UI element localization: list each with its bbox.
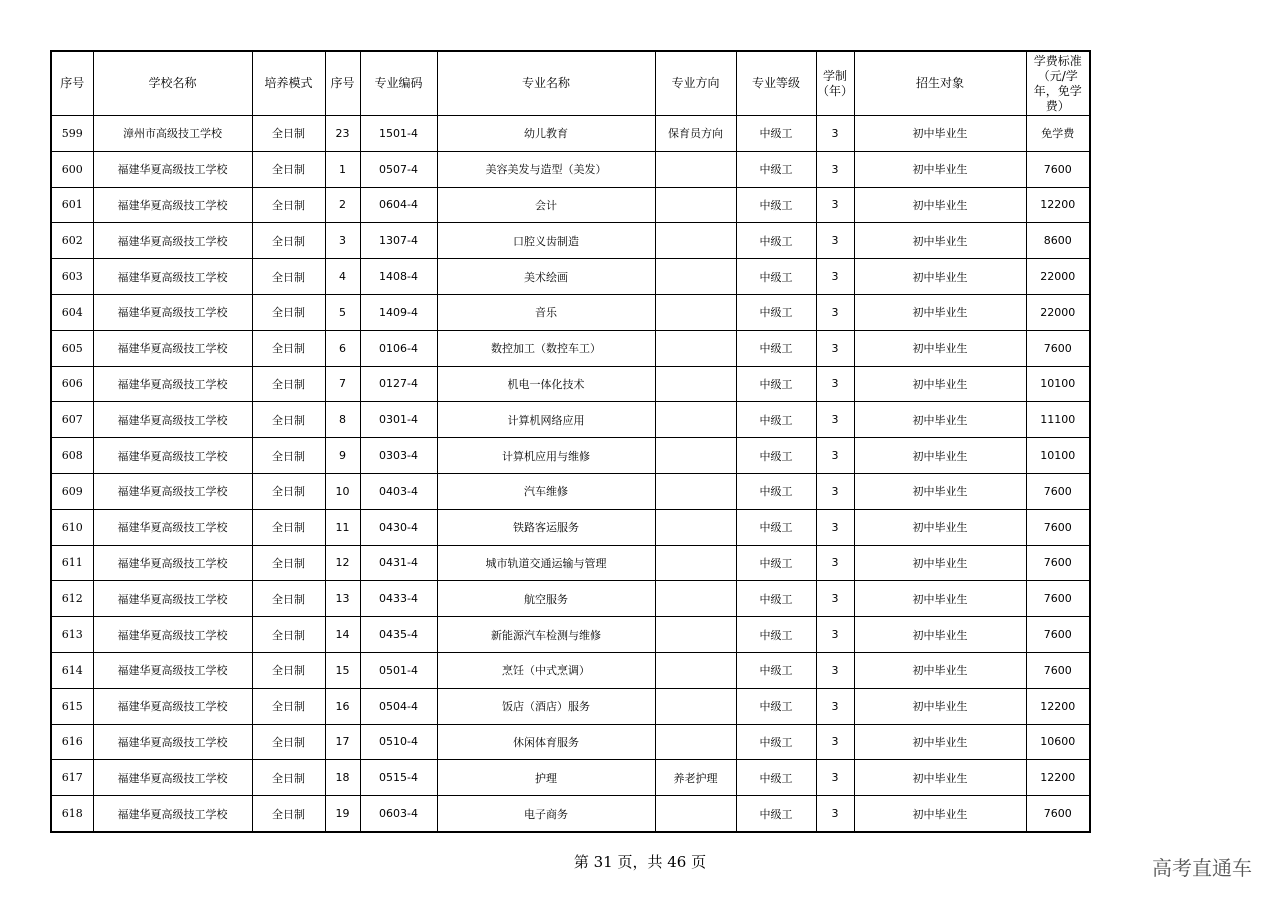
cell-school: 福建华夏高级技工学校 xyxy=(93,330,252,366)
cell-target: 初中毕业生 xyxy=(854,760,1026,796)
header-row xyxy=(51,51,1090,116)
cell-major: 美术绘画 xyxy=(437,259,655,295)
cell-target: 初中毕业生 xyxy=(854,688,1026,724)
cell-level: 中级工 xyxy=(736,688,816,724)
col-header-target: 招生对象 xyxy=(854,51,1026,116)
enrollment-table xyxy=(50,50,1091,833)
cell-fee: 免学费 xyxy=(1026,116,1090,152)
cell-code: 1408-4 xyxy=(360,259,437,295)
cell-target: 初中毕业生 xyxy=(854,473,1026,509)
cell-seq: 602 xyxy=(51,223,93,259)
cell-level: 中级工 xyxy=(736,473,816,509)
cell-mode: 全日制 xyxy=(252,116,325,152)
cell-major: 机电一体化技术 xyxy=(437,366,655,402)
cell-seq: 599 xyxy=(51,116,93,152)
cell-seq: 614 xyxy=(51,652,93,688)
table-row xyxy=(51,509,1090,545)
cell-level: 中级工 xyxy=(736,760,816,796)
cell-code: 0431-4 xyxy=(360,545,437,581)
cell-major: 口腔义齿制造 xyxy=(437,223,655,259)
cell-school: 福建华夏高级技工学校 xyxy=(93,724,252,760)
cell-level: 中级工 xyxy=(736,116,816,152)
table-row xyxy=(51,402,1090,438)
cell-target: 初中毕业生 xyxy=(854,116,1026,152)
table-row xyxy=(51,294,1090,330)
cell-level: 中级工 xyxy=(736,402,816,438)
cell-major: 铁路客运服务 xyxy=(437,509,655,545)
cell-mode: 全日制 xyxy=(252,366,325,402)
cell-seq: 600 xyxy=(51,151,93,187)
cell-mode: 全日制 xyxy=(252,652,325,688)
cell-major: 音乐 xyxy=(437,294,655,330)
cell-years: 3 xyxy=(816,509,854,545)
cell-major: 护理 xyxy=(437,760,655,796)
cell-seq: 613 xyxy=(51,617,93,653)
cell-years: 3 xyxy=(816,760,854,796)
cell-target: 初中毕业生 xyxy=(854,366,1026,402)
cell-school: 福建华夏高级技工学校 xyxy=(93,796,252,832)
cell-years: 3 xyxy=(816,473,854,509)
cell-school: 福建华夏高级技工学校 xyxy=(93,366,252,402)
table-row xyxy=(51,151,1090,187)
cell-fee: 22000 xyxy=(1026,259,1090,295)
cell-fee: 11100 xyxy=(1026,402,1090,438)
cell-direction xyxy=(655,724,736,760)
cell-target: 初中毕业生 xyxy=(854,402,1026,438)
cell-level: 中级工 xyxy=(736,581,816,617)
cell-major: 数控加工（数控车工） xyxy=(437,330,655,366)
cell-direction xyxy=(655,581,736,617)
cell-school: 福建华夏高级技工学校 xyxy=(93,473,252,509)
cell-direction xyxy=(655,796,736,832)
cell-level: 中级工 xyxy=(736,545,816,581)
cell-level: 中级工 xyxy=(736,187,816,223)
cell-seq2: 8 xyxy=(325,402,360,438)
col-header-level: 专业等级 xyxy=(736,51,816,116)
cell-level: 中级工 xyxy=(736,617,816,653)
cell-direction xyxy=(655,259,736,295)
cell-fee: 7600 xyxy=(1026,509,1090,545)
cell-direction: 养老护理 xyxy=(655,760,736,796)
cell-target: 初中毕业生 xyxy=(854,509,1026,545)
cell-years: 3 xyxy=(816,259,854,295)
cell-fee: 7600 xyxy=(1026,330,1090,366)
table-row xyxy=(51,688,1090,724)
cell-level: 中级工 xyxy=(736,796,816,832)
cell-code: 0433-4 xyxy=(360,581,437,617)
cell-mode: 全日制 xyxy=(252,438,325,474)
cell-years: 3 xyxy=(816,187,854,223)
col-header-years: 学制（年） xyxy=(816,51,854,116)
cell-fee: 12200 xyxy=(1026,187,1090,223)
cell-years: 3 xyxy=(816,223,854,259)
cell-seq: 601 xyxy=(51,187,93,223)
cell-school: 福建华夏高级技工学校 xyxy=(93,509,252,545)
cell-mode: 全日制 xyxy=(252,545,325,581)
cell-school: 福建华夏高级技工学校 xyxy=(93,402,252,438)
cell-level: 中级工 xyxy=(736,223,816,259)
cell-major: 美容美发与造型（美发） xyxy=(437,151,655,187)
cell-mode: 全日制 xyxy=(252,509,325,545)
cell-direction xyxy=(655,617,736,653)
cell-mode: 全日制 xyxy=(252,223,325,259)
cell-target: 初中毕业生 xyxy=(854,652,1026,688)
watermark: 高考直通车 xyxy=(1152,856,1252,880)
cell-mode: 全日制 xyxy=(252,330,325,366)
cell-seq2: 9 xyxy=(325,438,360,474)
cell-direction xyxy=(655,402,736,438)
cell-major: 城市轨道交通运输与管理 xyxy=(437,545,655,581)
table-row xyxy=(51,760,1090,796)
cell-code: 0501-4 xyxy=(360,652,437,688)
cell-mode: 全日制 xyxy=(252,473,325,509)
cell-years: 3 xyxy=(816,330,854,366)
cell-years: 3 xyxy=(816,652,854,688)
cell-major: 饭店（酒店）服务 xyxy=(437,688,655,724)
cell-seq: 606 xyxy=(51,366,93,402)
cell-seq: 610 xyxy=(51,509,93,545)
cell-years: 3 xyxy=(816,688,854,724)
cell-years: 3 xyxy=(816,796,854,832)
col-header-school: 学校名称 xyxy=(93,51,252,116)
cell-fee: 7600 xyxy=(1026,473,1090,509)
table-row xyxy=(51,724,1090,760)
cell-target: 初中毕业生 xyxy=(854,617,1026,653)
cell-years: 3 xyxy=(816,402,854,438)
cell-seq: 603 xyxy=(51,259,93,295)
page-number: 第 31 页，共 46 页 xyxy=(573,853,707,871)
cell-level: 中级工 xyxy=(736,151,816,187)
table-row xyxy=(51,366,1090,402)
cell-seq2: 10 xyxy=(325,473,360,509)
cell-seq: 608 xyxy=(51,438,93,474)
cell-seq: 617 xyxy=(51,760,93,796)
cell-years: 3 xyxy=(816,438,854,474)
cell-seq: 615 xyxy=(51,688,93,724)
cell-school: 福建华夏高级技工学校 xyxy=(93,223,252,259)
cell-target: 初中毕业生 xyxy=(854,724,1026,760)
cell-years: 3 xyxy=(816,116,854,152)
cell-code: 0403-4 xyxy=(360,473,437,509)
cell-major: 计算机应用与维修 xyxy=(437,438,655,474)
cell-major: 烹饪（中式烹调） xyxy=(437,652,655,688)
cell-target: 初中毕业生 xyxy=(854,545,1026,581)
cell-major: 会计 xyxy=(437,187,655,223)
cell-seq2: 1 xyxy=(325,151,360,187)
cell-direction xyxy=(655,151,736,187)
cell-seq: 607 xyxy=(51,402,93,438)
cell-level: 中级工 xyxy=(736,724,816,760)
cell-school: 福建华夏高级技工学校 xyxy=(93,652,252,688)
table-row xyxy=(51,473,1090,509)
cell-code: 0430-4 xyxy=(360,509,437,545)
cell-level: 中级工 xyxy=(736,330,816,366)
cell-target: 初中毕业生 xyxy=(854,259,1026,295)
cell-school: 福建华夏高级技工学校 xyxy=(93,259,252,295)
cell-target: 初中毕业生 xyxy=(854,581,1026,617)
cell-direction xyxy=(655,473,736,509)
cell-code: 0106-4 xyxy=(360,330,437,366)
cell-seq2: 11 xyxy=(325,509,360,545)
cell-major: 幼儿教育 xyxy=(437,116,655,152)
cell-mode: 全日制 xyxy=(252,760,325,796)
cell-direction xyxy=(655,187,736,223)
cell-fee: 12200 xyxy=(1026,688,1090,724)
cell-code: 1409-4 xyxy=(360,294,437,330)
cell-mode: 全日制 xyxy=(252,581,325,617)
table-body xyxy=(51,116,1090,832)
cell-seq2: 17 xyxy=(325,724,360,760)
cell-major: 汽车维修 xyxy=(437,473,655,509)
cell-school: 福建华夏高级技工学校 xyxy=(93,187,252,223)
cell-code: 0504-4 xyxy=(360,688,437,724)
cell-school: 福建华夏高级技工学校 xyxy=(93,545,252,581)
cell-code: 0507-4 xyxy=(360,151,437,187)
cell-code: 0303-4 xyxy=(360,438,437,474)
cell-major: 电子商务 xyxy=(437,796,655,832)
cell-direction xyxy=(655,545,736,581)
col-header-direction: 专业方向 xyxy=(655,51,736,116)
cell-seq: 605 xyxy=(51,330,93,366)
cell-major: 计算机网络应用 xyxy=(437,402,655,438)
cell-mode: 全日制 xyxy=(252,259,325,295)
cell-direction xyxy=(655,652,736,688)
cell-seq2: 12 xyxy=(325,545,360,581)
cell-fee: 10100 xyxy=(1026,438,1090,474)
table-row xyxy=(51,545,1090,581)
cell-school: 福建华夏高级技工学校 xyxy=(93,688,252,724)
cell-fee: 7600 xyxy=(1026,652,1090,688)
col-header-fee: 学费标准（元/学年，免学费） xyxy=(1026,51,1090,116)
cell-direction xyxy=(655,366,736,402)
table-row xyxy=(51,438,1090,474)
cell-seq2: 19 xyxy=(325,796,360,832)
cell-target: 初中毕业生 xyxy=(854,223,1026,259)
cell-seq: 611 xyxy=(51,545,93,581)
cell-years: 3 xyxy=(816,617,854,653)
cell-direction xyxy=(655,330,736,366)
cell-seq: 616 xyxy=(51,724,93,760)
cell-direction xyxy=(655,509,736,545)
cell-target: 初中毕业生 xyxy=(854,294,1026,330)
col-header-seq: 序号 xyxy=(51,51,93,116)
cell-school: 福建华夏高级技工学校 xyxy=(93,617,252,653)
cell-code: 0510-4 xyxy=(360,724,437,760)
cell-level: 中级工 xyxy=(736,509,816,545)
cell-school: 福建华夏高级技工学校 xyxy=(93,294,252,330)
cell-level: 中级工 xyxy=(736,438,816,474)
table-row xyxy=(51,617,1090,653)
table-row xyxy=(51,581,1090,617)
cell-direction xyxy=(655,438,736,474)
cell-seq2: 6 xyxy=(325,330,360,366)
cell-code: 0127-4 xyxy=(360,366,437,402)
cell-code: 0604-4 xyxy=(360,187,437,223)
cell-code: 1501-4 xyxy=(360,116,437,152)
cell-mode: 全日制 xyxy=(252,724,325,760)
cell-major: 休闲体育服务 xyxy=(437,724,655,760)
cell-fee: 22000 xyxy=(1026,294,1090,330)
cell-school: 福建华夏高级技工学校 xyxy=(93,151,252,187)
cell-level: 中级工 xyxy=(736,366,816,402)
cell-school: 漳州市高级技工学校 xyxy=(93,116,252,152)
cell-target: 初中毕业生 xyxy=(854,151,1026,187)
cell-school: 福建华夏高级技工学校 xyxy=(93,581,252,617)
cell-fee: 7600 xyxy=(1026,796,1090,832)
col-header-major: 专业名称 xyxy=(437,51,655,116)
cell-mode: 全日制 xyxy=(252,617,325,653)
col-header-seq2: 序号 xyxy=(325,51,360,116)
cell-seq2: 2 xyxy=(325,187,360,223)
cell-level: 中级工 xyxy=(736,294,816,330)
cell-years: 3 xyxy=(816,545,854,581)
cell-fee: 12200 xyxy=(1026,760,1090,796)
cell-target: 初中毕业生 xyxy=(854,187,1026,223)
cell-code: 1307-4 xyxy=(360,223,437,259)
cell-mode: 全日制 xyxy=(252,294,325,330)
cell-level: 中级工 xyxy=(736,652,816,688)
col-header-code: 专业编码 xyxy=(360,51,437,116)
cell-seq2: 4 xyxy=(325,259,360,295)
cell-fee: 7600 xyxy=(1026,581,1090,617)
cell-fee: 7600 xyxy=(1026,545,1090,581)
cell-direction xyxy=(655,294,736,330)
cell-code: 0603-4 xyxy=(360,796,437,832)
cell-seq2: 13 xyxy=(325,581,360,617)
cell-level: 中级工 xyxy=(736,259,816,295)
cell-seq2: 5 xyxy=(325,294,360,330)
table-row xyxy=(51,796,1090,832)
cell-mode: 全日制 xyxy=(252,402,325,438)
cell-major: 航空服务 xyxy=(437,581,655,617)
cell-seq: 612 xyxy=(51,581,93,617)
cell-seq: 604 xyxy=(51,294,93,330)
cell-target: 初中毕业生 xyxy=(854,330,1026,366)
cell-years: 3 xyxy=(816,581,854,617)
table-row xyxy=(51,652,1090,688)
cell-years: 3 xyxy=(816,366,854,402)
cell-code: 0435-4 xyxy=(360,617,437,653)
cell-fee: 7600 xyxy=(1026,617,1090,653)
table-row xyxy=(51,223,1090,259)
cell-years: 3 xyxy=(816,294,854,330)
cell-direction: 保育员方向 xyxy=(655,116,736,152)
cell-seq2: 3 xyxy=(325,223,360,259)
table-row xyxy=(51,116,1090,152)
cell-school: 福建华夏高级技工学校 xyxy=(93,760,252,796)
cell-fee: 10600 xyxy=(1026,724,1090,760)
cell-code: 0515-4 xyxy=(360,760,437,796)
cell-fee: 10100 xyxy=(1026,366,1090,402)
table-row xyxy=(51,259,1090,295)
cell-major: 新能源汽车检测与维修 xyxy=(437,617,655,653)
cell-mode: 全日制 xyxy=(252,187,325,223)
cell-seq2: 14 xyxy=(325,617,360,653)
cell-direction xyxy=(655,223,736,259)
table-row xyxy=(51,330,1090,366)
cell-mode: 全日制 xyxy=(252,796,325,832)
cell-seq: 609 xyxy=(51,473,93,509)
cell-target: 初中毕业生 xyxy=(854,796,1026,832)
cell-fee: 7600 xyxy=(1026,151,1090,187)
cell-years: 3 xyxy=(816,151,854,187)
cell-seq2: 18 xyxy=(325,760,360,796)
cell-code: 0301-4 xyxy=(360,402,437,438)
cell-mode: 全日制 xyxy=(252,151,325,187)
cell-seq2: 16 xyxy=(325,688,360,724)
table-row xyxy=(51,187,1090,223)
cell-mode: 全日制 xyxy=(252,688,325,724)
cell-target: 初中毕业生 xyxy=(854,438,1026,474)
cell-seq2: 7 xyxy=(325,366,360,402)
cell-years: 3 xyxy=(816,724,854,760)
cell-school: 福建华夏高级技工学校 xyxy=(93,438,252,474)
cell-direction xyxy=(655,688,736,724)
cell-seq: 618 xyxy=(51,796,93,832)
cell-seq2: 23 xyxy=(325,116,360,152)
col-header-mode: 培养模式 xyxy=(252,51,325,116)
cell-seq2: 15 xyxy=(325,652,360,688)
cell-fee: 8600 xyxy=(1026,223,1090,259)
